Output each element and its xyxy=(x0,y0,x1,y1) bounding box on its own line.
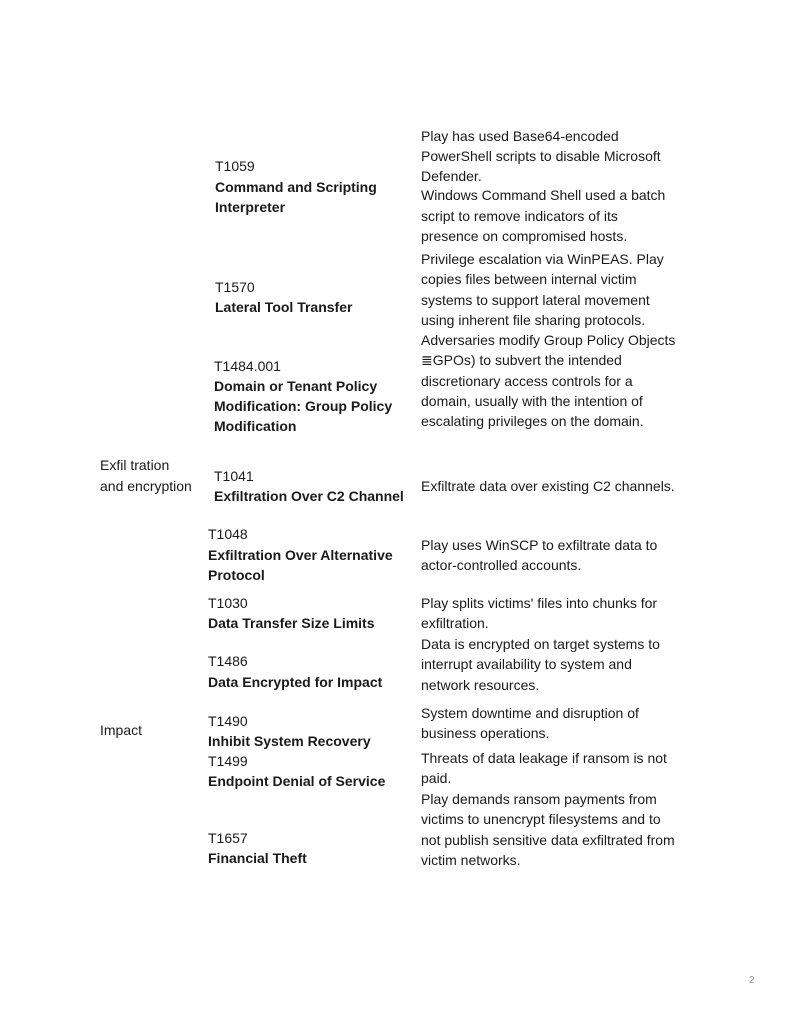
technique-description: victims to unencrypt filesystems and to xyxy=(421,811,661,827)
technique-description: not publish sensitive data exfiltrated from xyxy=(421,832,675,848)
technique-description: Privilege escalation via WinPEAS. Play xyxy=(421,251,664,267)
technique-description: script to remove indicators of its xyxy=(421,208,618,224)
technique-name: Modification xyxy=(214,418,297,434)
technique-description: PowerShell scripts to disable Microsoft xyxy=(421,148,661,164)
technique-id: T1499 xyxy=(208,753,248,769)
technique-description: Play has used Base64-encoded xyxy=(421,128,619,144)
technique-name: Command and Scripting xyxy=(215,179,377,195)
technique-description: victim networks. xyxy=(421,852,521,868)
technique-id: T1486 xyxy=(208,653,248,669)
technique-name: Protocol xyxy=(208,567,265,583)
tactic-name: and encryption xyxy=(100,478,192,494)
technique-id: T1570 xyxy=(215,279,255,295)
technique-id: T1041 xyxy=(214,468,254,484)
technique-description: discretionary access controls for a xyxy=(421,373,633,389)
technique-description: Play splits victims' files into chunks for xyxy=(421,595,658,611)
technique-name: Lateral Tool Transfer xyxy=(215,299,353,315)
technique-name: Domain or Tenant Policy xyxy=(214,378,378,394)
technique-name: Data Transfer Size Limits xyxy=(208,615,375,631)
technique-description: Defender. xyxy=(421,168,482,184)
technique-id: T1490 xyxy=(208,713,248,729)
technique-description: Adversaries modify Group Policy Objects xyxy=(421,332,676,348)
technique-description: Exfiltrate data over existing C2 channels. xyxy=(421,478,675,494)
tactic-name: Exfil tration xyxy=(100,457,170,473)
technique-name: Modification: Group Policy xyxy=(214,398,393,414)
technique-description: Data is encrypted on target systems to xyxy=(421,636,660,652)
technique-id: T1059 xyxy=(215,158,255,174)
technique-description: paid. xyxy=(421,770,452,786)
technique-name: Exfiltration Over C2 Channel xyxy=(214,488,404,504)
technique-description: ≣GPOs) to subvert the intended xyxy=(421,352,622,368)
technique-description: domain, usually with the intention of xyxy=(421,393,643,409)
technique-description: Threats of data leakage if ransom is not xyxy=(421,750,667,766)
technique-id: T1048 xyxy=(208,526,248,542)
technique-description: copies files between internal victim xyxy=(421,271,637,287)
technique-name: Data Encrypted for Impact xyxy=(208,674,383,690)
technique-description: Windows Command Shell used a batch xyxy=(421,187,666,203)
technique-description: Play demands ransom payments from xyxy=(421,791,657,807)
technique-id: T1030 xyxy=(208,595,248,611)
technique-name: Interpreter xyxy=(215,199,286,215)
technique-description: interrupt availability to system and xyxy=(421,656,632,672)
technique-description: exfiltration. xyxy=(421,615,489,631)
technique-description: presence on compromised hosts. xyxy=(421,228,628,244)
technique-description: System downtime and disruption of xyxy=(421,705,639,721)
technique-description: Play uses WinSCP to exfiltrate data to xyxy=(421,537,658,553)
technique-name: Financial Theft xyxy=(208,850,307,866)
technique-name: Endpoint Denial of Service xyxy=(208,773,386,789)
technique-id: T1484.001 xyxy=(214,358,281,374)
technique-name: Exfiltration Over Alternative xyxy=(208,547,393,563)
technique-name: Inhibit System Recovery xyxy=(208,733,371,749)
technique-description: using inherent file sharing protocols. xyxy=(421,312,646,328)
technique-description: escalating privileges on the domain. xyxy=(421,413,644,429)
tactic-name: Impact xyxy=(100,722,143,738)
page-number: 2 xyxy=(749,975,755,986)
technique-id: T1657 xyxy=(208,830,248,846)
technique-description: actor-controlled accounts. xyxy=(421,557,582,573)
technique-description: network resources. xyxy=(421,677,540,693)
technique-description: systems to support lateral movement xyxy=(421,292,650,308)
technique-description: business operations. xyxy=(421,725,550,741)
